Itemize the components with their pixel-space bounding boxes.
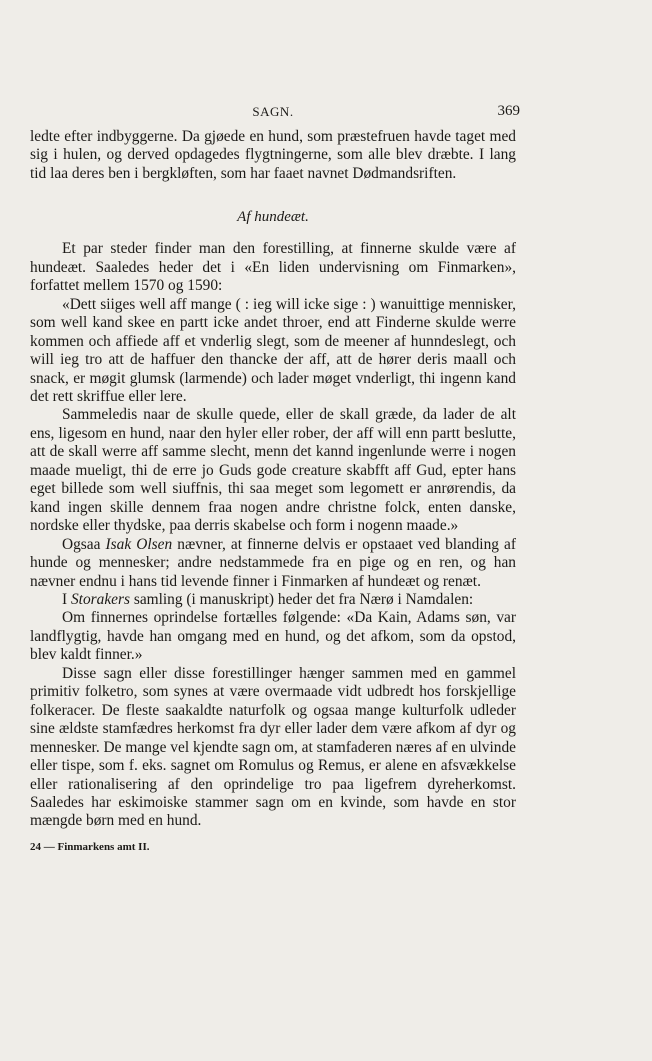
paragraph-1: Et par steder finder man den forestilling, at finnerne skulde være af hundeæt. Saaledes heder det i «En liden undervisning om Finmarken», forfattet mellem 1570 og 1590: — [30, 240, 516, 295]
paragraph-4 — [30, 536, 516, 591]
paragraph-3-quote: Sammeledis naar de skulle quede, eller de skall græde, da lader de alt ens, ligesom en hund, naar den hyler eller rober, der aff will enn partt beslutte, att de skall werre aff samme slecht, menn det kannd ingenlunde werre i nogen maade mueligt, thi de erre jo Guds gode creature skabfft aff Gud, epter hans eget billede som well siuffnis, thi saa meget som legomett er anrørendis, da kand ingen skille dennem fraa nogen andre christne folck, enten danske, nordske eller thydske, paa derris skabelse och form i nogenn maade.» — [30, 406, 516, 535]
intro-paragraph: ledte efter indbyggerne. Da gjøede en hund, som præstefruen havde taget med sig i hulen, og derved opdagedes flygtningerne, som alle blev dræbte. I lang tid laa deres ben i bergkløften, som har faaet navnet Dødmandsriften. — [30, 128, 516, 182]
paragraph-5 — [30, 591, 516, 609]
paragraph-5-rest: samling (i manuskript) heder det fra Nærø i Namdalen: — [129, 590, 474, 608]
page-header — [30, 100, 520, 122]
paragraph-4-rest: nævner, at finnerne delvis er opstaaet ved blanding af hunde og mennesker; andre nedstammede fra en pige og en ren, og han nævner endnu i hans tid levende finner i Finmarken af hundeæt og renæt. — [30, 535, 517, 590]
author-name-isak-olsen: Isak Olsen — [105, 535, 173, 553]
paragraph-5-start: I — [62, 590, 71, 608]
paragraph-4-start: Ogsaa — [62, 535, 106, 553]
author-name-storakers: Storakers — [70, 590, 130, 608]
section-heading: Af hundeæt. — [237, 209, 309, 226]
paragraph-2-quote: «Dett siiges well aff mange ( : ieg will icke sige : ) wanuittige mennisker, som well kand skee en partt icke andet throer, end att Finderne skulde werre kommen och affiede aff et vnderlig slegt, som de meener af hunndeslegt, och will ieg tro att de haffuer den thancke der aff, att de hører deris maall och snack, er møgit glumsk (larmende) och lader møget vnderligt, thi ingenn kand det rett skriffue eller lere. — [30, 295, 516, 405]
page-number: 369 — [497, 103, 520, 119]
paragraph-7: Disse sagn eller disse forestillinger hænger sammen med en gammel primitiv folketro, som synes at være overmaade vidt udbredt hos forskjellige folkeracer. De fleste saakaldte naturfolk og ogsaa mange kulturfolk udleder sine ældste stamfædres herkomst fra dyr eller lader dem være afkom af dyr og mennesker. De mange vel kjendte sagn om, at stamfaderen næres af en ulvinde eller tispe, som f. eks. sagnet om Romulus og Remus, er alene en afsvækkelse eller rationalisering af den oprindelige tro paa ligefrem dyreherkomst. Saaledes har eskimoiske stammer sagn om en kvinde, som havde en stor mængde børn med en hund. — [30, 664, 516, 830]
book-page — [30, 100, 520, 853]
paragraph-6: Om finnernes oprindelse fortælles følgende: «Da Kain, Adams søn, var landflygtig, havde han omgang med en hund, og det afkom, som da opstod, blev kaldt finner.» — [30, 609, 516, 664]
running-title: SAGN. — [252, 104, 294, 119]
signature-footer: 24 — Finmarkens amt II. — [30, 840, 150, 853]
